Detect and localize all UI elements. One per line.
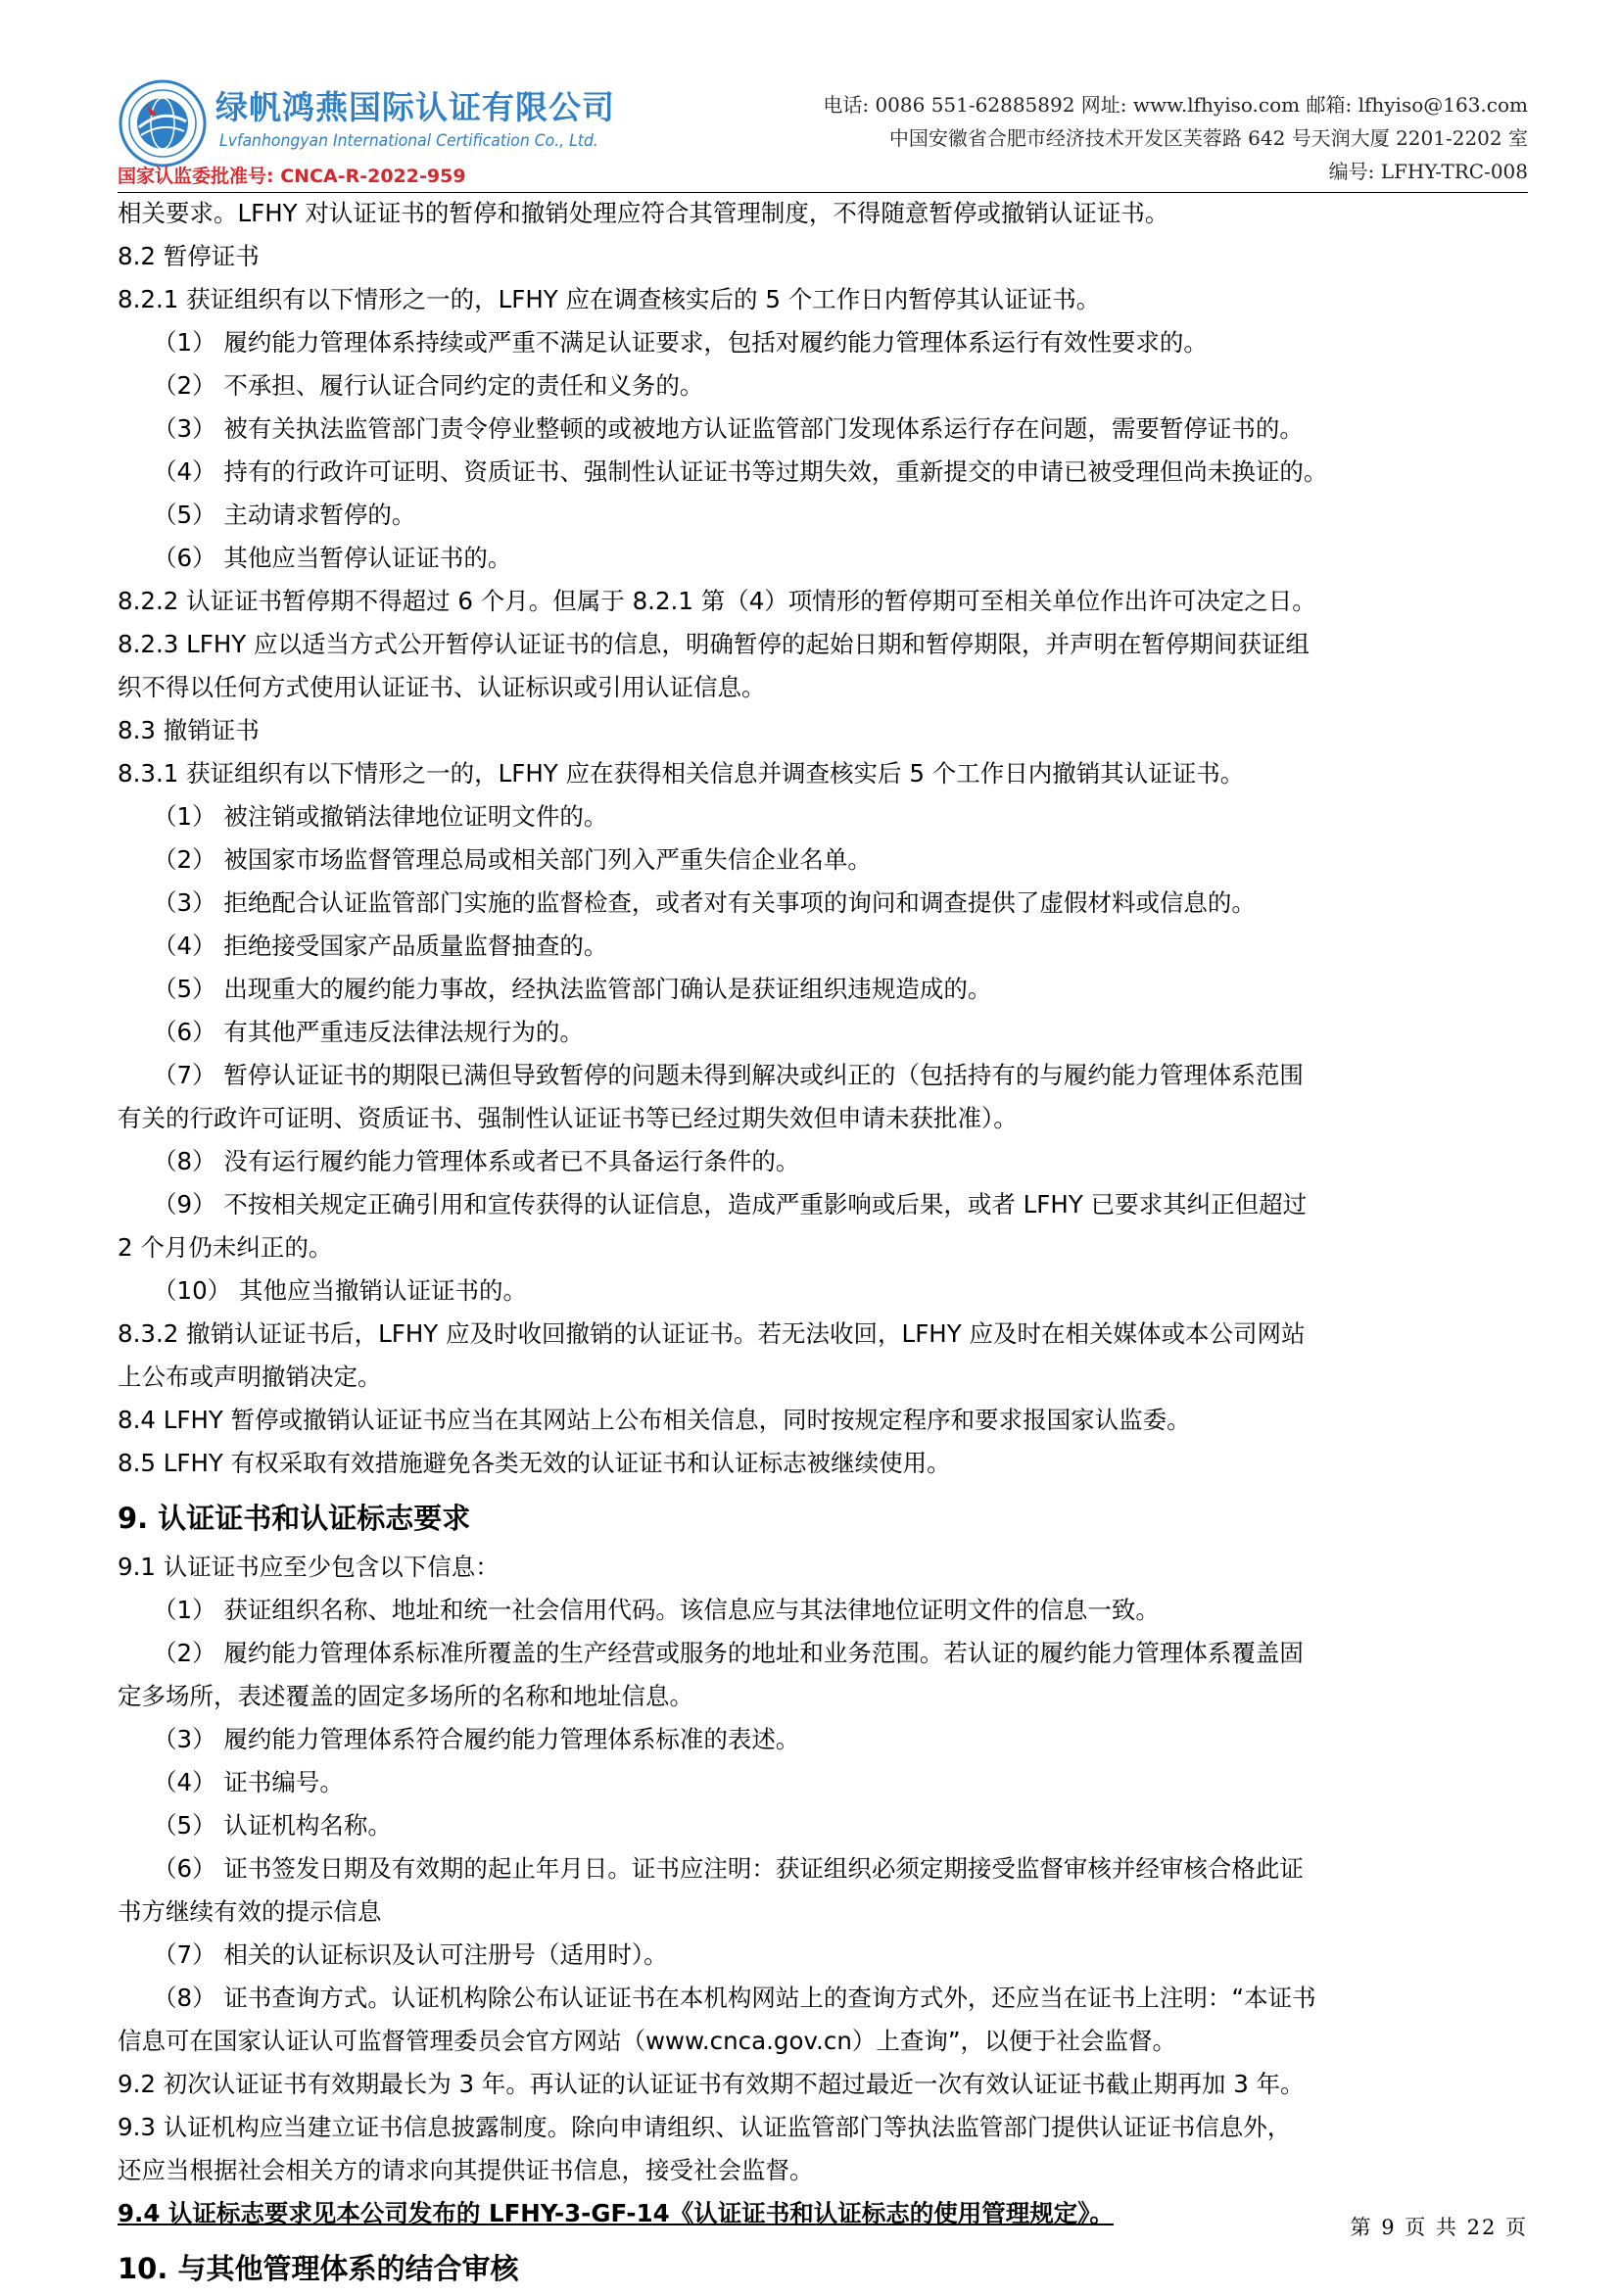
list-item: （4） 拒绝接受国家产品质量监督抽查的。 — [153, 932, 608, 960]
list-item: （6） 证书签发日期及有效期的起止年月日。证书应注明：获证组织必须定期接受监督审核并经审核合格此证 — [153, 1854, 1304, 1883]
paragraph: 9.3 认证机构应当建立证书信息披露制度。除向申请组织、认证监管部门等执法监管部门提供认证证书信息外， — [118, 2113, 1292, 2141]
list-item: （5） 出现重大的履约能力事故，经执法监管部门确认是获证组织违规造成的。 — [153, 975, 992, 1003]
list-item: （1） 获证组织名称、地址和统一社会信用代码。该信息应与其法律地位证明文件的信息一致。 — [153, 1596, 1160, 1624]
section-heading: 10. 与其他管理体系的结合审核 — [118, 2252, 519, 2285]
list-item: （10） 其他应当撤销认证证书的。 — [153, 1276, 527, 1305]
paragraph: 上公布或声明撤销决定。 — [118, 1363, 382, 1391]
paragraph: 定多场所，表述覆盖的固定多场所的名称和地址信息。 — [118, 1682, 693, 1710]
list-item: （6） 有其他严重违反法律法规行为的。 — [153, 1018, 584, 1046]
list-item: （4） 证书编号。 — [153, 1768, 344, 1796]
list-item: （7） 暂停认证证书的期限已满但导致暂停的问题未得到解决或纠正的（包括持有的与履约能力管理体系范围 — [153, 1061, 1304, 1089]
list-item: （8） 没有运行履约能力管理体系或者已不具备运行条件的。 — [153, 1147, 800, 1175]
paragraph: 8.2.1 获证组织有以下情形之一的，LFHY 应在调查核实后的 5 个工作日内暂停其认证证书。 — [118, 285, 1101, 313]
list-item: （1） 被注销或撤销法律地位证明文件的。 — [153, 802, 608, 831]
list-item: （5） 认证机构名称。 — [153, 1811, 392, 1840]
paragraph: 9.2 初次认证证书有效期最长为 3 年。再认证的认证证书有效期不超过最近一次有效认证证书截止期再加 3 年。 — [118, 2070, 1305, 2098]
paragraph: 8.4 LFHY 暂停或撤销认证证书应当在其网站上公布相关信息，同时按规定程序和要求报国家认监委。 — [118, 1406, 1191, 1434]
list-item: （3） 履约能力管理体系符合履约能力管理体系标准的表述。 — [153, 1725, 800, 1753]
document-body — [118, 192, 1528, 2296]
paragraph: 相关要求。LFHY 对认证证书的暂停和撤销处理应符合其管理制度，不得随意暂停或撤销认证证书。 — [118, 199, 1169, 227]
paragraph: 8.2.3 LFHY 应以适当方式公开暂停认证证书的信息，明确暂停的起始日期和暂停期限，并声明在暂停期间获证组 — [118, 630, 1310, 658]
company-name-en: Lvfanhongyan International Certification Co., Ltd. — [219, 131, 598, 151]
contact-block — [823, 88, 1528, 188]
paragraph: 8.3 撤销证书 — [118, 716, 260, 744]
paragraph: 8.3.2 撤销认证证书后，LFHY 应及时收回撤销的认证证书。若无法收回，LFHY 应及时在相关媒体或本公司网站 — [118, 1319, 1306, 1348]
paragraph: 信息可在国家认证认可监督管理委员会官方网站（www.cnca.gov.cn）上查询”，以便于社会监督。 — [118, 2027, 1177, 2055]
paragraph: 8.3.1 获证组织有以下情形之一的，LFHY 应在获得相关信息并调查核实后 5 个工作日内撤销其认证证书。 — [118, 759, 1245, 788]
document-number: 编号: LFHY-TRC-008 — [1328, 160, 1528, 183]
paragraph: 9.1 认证证书应至少包含以下信息： — [118, 1553, 500, 1581]
globe-seal-icon — [118, 78, 208, 168]
paragraph: 还应当根据社会相关方的请求向其提供证书信息，接受社会监督。 — [118, 2156, 814, 2184]
paragraph: 书方继续有效的提示信息 — [118, 1897, 382, 1926]
list-item: （2） 不承担、履行认证合同约定的责任和义务的。 — [153, 371, 704, 400]
paragraph: 织不得以任何方式使用认证证书、认证标识或引用认证信息。 — [118, 673, 766, 701]
list-item: （2） 被国家市场监督管理总局或相关部门列入严重失信企业名单。 — [153, 845, 872, 874]
list-item: （3） 拒绝配合认证监管部门实施的监督检查，或者对有关事项的询问和调查提供了虚假材料或信息的。 — [153, 888, 1256, 917]
list-item: （4） 持有的行政许可证明、资质证书、强制性认证证书等过期失效，重新提交的申请已被受理但尚未换证的。 — [153, 457, 1328, 486]
paragraph: 有关的行政许可证明、资质证书、强制性认证证书等已经过期失效但申请未获批准）。 — [118, 1104, 1018, 1132]
address-line: 中国安徽省合肥市经济技术开发区芙蓉路 642 号天润大厦 2201-2202 室 — [888, 126, 1528, 150]
underlined-paragraph: 9.4 认证标志要求见本公司发布的 LFHY-3-GF-14《认证证书和认证标志的使用管理规定》。 — [118, 2199, 1114, 2227]
paragraph: 8.2.2 认证证书暂停期不得超过 6 个月。但属于 8.2.1 第（4）项情形的暂停期可至相关单位作出许可决定之日。 — [118, 587, 1316, 615]
page-number: 第 9 页 共 22 页 — [1350, 2216, 1528, 2239]
page-header — [118, 76, 1528, 192]
paragraph: 2 个月仍未纠正的。 — [118, 1233, 333, 1262]
company-name-cn: 绿帆鸿燕国际认证有限公司 — [215, 88, 615, 126]
list-item: （2） 履约能力管理体系标准所覆盖的生产经营或服务的地址和业务范围。若认证的履约能力管理体系覆盖固 — [153, 1639, 1304, 1667]
list-item: （8） 证书查询方式。认证机构除公布认证证书在本机构网站上的查询方式外，还应当在证书上注明：“本证书 — [153, 1984, 1316, 2012]
list-item: （7） 相关的认证标识及认可注册号（适用时）。 — [153, 1940, 668, 1969]
list-item: （6） 其他应当暂停认证证书的。 — [153, 544, 512, 572]
list-item: （3） 被有关执法监管部门责令停业整顿的或被地方认证监管部门发现体系运行存在问题，需要暂停证书的。 — [153, 414, 1304, 443]
section-heading: 9. 认证证书和认证标志要求 — [118, 1502, 471, 1535]
list-item: （5） 主动请求暂停的。 — [153, 501, 416, 529]
contact-line: 电话: 0086 551-62885892 网址: www.lfhyiso.com 邮箱: lfhyiso@163.com — [823, 93, 1528, 117]
paragraph: 8.5 LFHY 有权采取有效措施避免各类无效的认证证书和认证标志被继续使用。 — [118, 1449, 951, 1477]
approval-number: 国家认监委批准号: CNCA-R-2022-959 — [118, 166, 466, 187]
paragraph: 8.2 暂停证书 — [118, 242, 260, 270]
list-item: （9） 不按相关规定正确引用和宣传获得的认证信息，造成严重影响或后果，或者 LFHY 已要求其纠正但超过 — [153, 1190, 1308, 1219]
list-item: （1） 履约能力管理体系持续或严重不满足认证要求，包括对履约能力管理体系运行有效性要求的。 — [153, 328, 1208, 357]
company-logo — [118, 76, 627, 192]
